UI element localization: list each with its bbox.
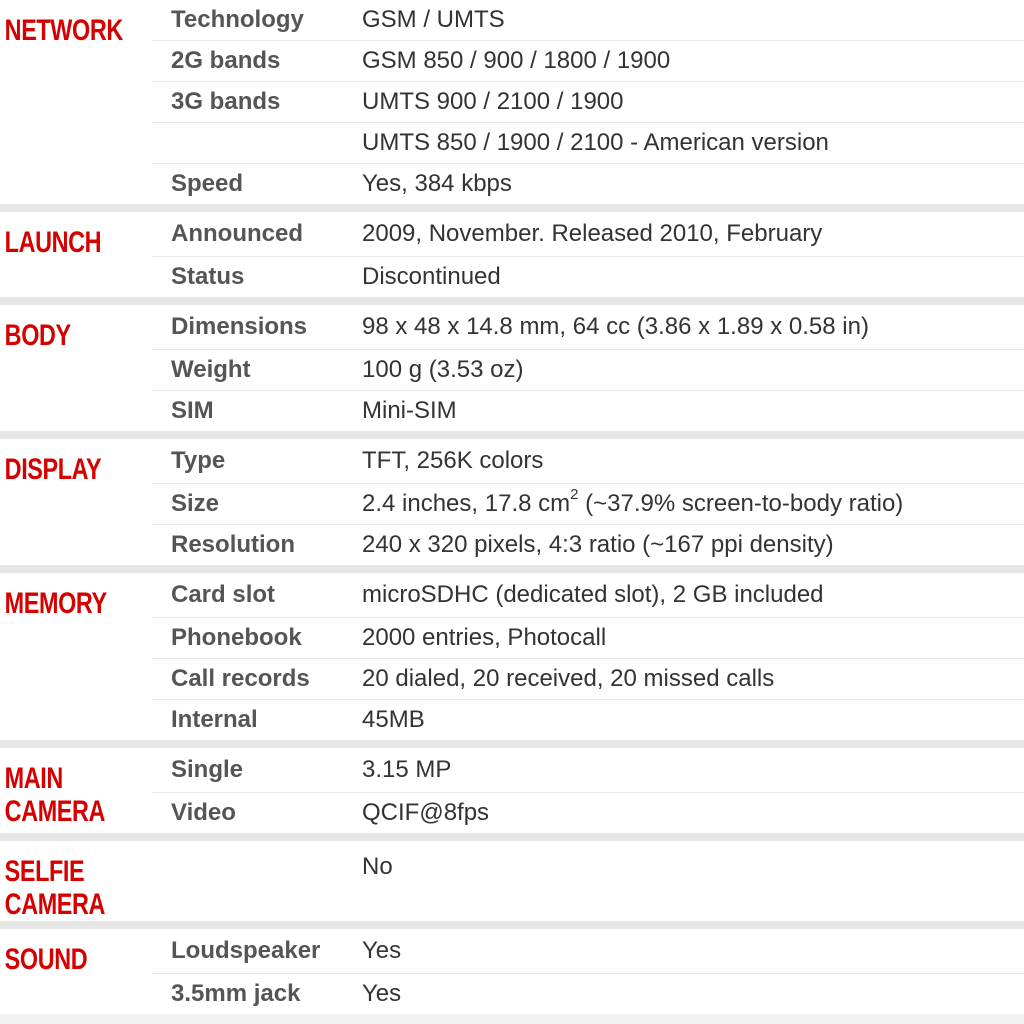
- spec-row: [152, 793, 1024, 833]
- spec-row: [152, 0, 1024, 41]
- spec-value-type: TFT, 256K colors: [362, 447, 544, 474]
- spec-label-loudspeaker[interactable]: Loudspeaker: [171, 937, 321, 964]
- section-title-launch: LAUNCH: [4, 226, 102, 259]
- spec-value-weight: 100 g (3.53 oz): [362, 356, 524, 383]
- spec-row: [152, 257, 1024, 297]
- section-title-body: BODY: [4, 319, 71, 352]
- spec-label-announced[interactable]: Announced: [171, 220, 303, 247]
- spec-value-sim: Mini-SIM: [362, 397, 457, 424]
- spec-row: [152, 212, 1024, 257]
- spec-row: [152, 841, 1024, 921]
- spec-value-size: [362, 486, 904, 518]
- section-title-main-camera: MAIN CAMERA: [4, 762, 106, 828]
- section-title-network: NETWORK: [4, 14, 123, 47]
- spec-row: [152, 484, 1024, 525]
- section-display: [0, 439, 1024, 573]
- spec-label-resolution[interactable]: Resolution: [171, 531, 295, 558]
- spec-row: [152, 748, 1024, 793]
- selfie-camera-rows: [152, 841, 1024, 921]
- spec-label-3-5mm-jack[interactable]: 3.5mm jack: [171, 980, 301, 1007]
- display-rows: [152, 439, 1024, 565]
- spec-value-speed: Yes, 384 kbps: [362, 170, 512, 197]
- section-title-selfie-camera: SELFIE CAMERA: [4, 855, 106, 921]
- spec-label-weight[interactable]: Weight: [171, 356, 251, 383]
- spec-value-status: Discontinued: [362, 263, 501, 290]
- section-memory: [0, 573, 1024, 748]
- spec-value-size-ratio: (~37.9% screen-to-body ratio): [578, 490, 904, 517]
- spec-label-call-records[interactable]: Call records: [171, 665, 310, 692]
- spec-value-2g-bands: GSM 850 / 900 / 1800 / 1900: [362, 47, 671, 74]
- main-camera-rows: [152, 748, 1024, 833]
- spec-value-selfie: No: [362, 853, 393, 880]
- sound-rows: [152, 929, 1024, 1014]
- spec-row: [152, 659, 1024, 700]
- spec-row: [152, 391, 1024, 431]
- spec-value-phonebook: 2000 entries, Photocall: [362, 624, 607, 651]
- spec-row: [152, 82, 1024, 123]
- spec-value-size-superscript: 2: [570, 486, 579, 503]
- spec-value-internal: 45MB: [362, 706, 425, 733]
- spec-row: [152, 439, 1024, 484]
- section-launch: [0, 212, 1024, 305]
- spec-row: [152, 974, 1024, 1014]
- spec-label-2g-bands[interactable]: 2G bands: [171, 47, 281, 74]
- spec-label-3g-bands[interactable]: 3G bands: [171, 88, 281, 115]
- section-body: [0, 305, 1024, 439]
- spec-row: [152, 525, 1024, 565]
- spec-label-status[interactable]: Status: [171, 263, 245, 290]
- section-title-display: DISPLAY: [4, 453, 102, 486]
- spec-label-internal[interactable]: Internal: [171, 706, 258, 733]
- spec-value-3g-bands-american: UMTS 850 / 1900 / 2100 - American version: [362, 129, 829, 156]
- spec-label-dimensions[interactable]: Dimensions: [171, 313, 308, 340]
- launch-rows: [152, 212, 1024, 297]
- spec-row: [152, 305, 1024, 350]
- spec-value-dimensions: 98 x 48 x 14.8 mm, 64 cc (3.86 x 1.89 x 0.58 in): [362, 313, 869, 340]
- section-network: [0, 0, 1024, 212]
- spec-row: [152, 164, 1024, 204]
- spec-value-call-records: 20 dialed, 20 received, 20 missed calls: [362, 665, 775, 692]
- network-rows: [152, 0, 1024, 204]
- spec-label-sim[interactable]: SIM: [171, 397, 214, 424]
- memory-rows: [152, 573, 1024, 740]
- spec-value-resolution: 240 x 320 pixels, 4:3 ratio (~167 ppi density): [362, 531, 834, 558]
- body-rows: [152, 305, 1024, 431]
- spec-label-card-slot[interactable]: Card slot: [171, 581, 276, 608]
- spec-value-single: 3.15 MP: [362, 756, 452, 783]
- spec-row: [152, 618, 1024, 659]
- section-selfie-camera: [0, 841, 1024, 929]
- spec-row: [152, 41, 1024, 82]
- spec-label-type[interactable]: Type: [171, 447, 226, 474]
- spec-row: [152, 929, 1024, 974]
- spec-label-technology[interactable]: Technology: [171, 6, 304, 33]
- spec-row: [152, 350, 1024, 391]
- spec-row: [152, 123, 1024, 164]
- spec-value-size-main: 2.4 inches, 17.8 cm: [362, 490, 571, 517]
- spec-value-3-5mm-jack: Yes: [362, 980, 402, 1007]
- section-title-sound: SOUND: [4, 943, 88, 976]
- spec-value-loudspeaker: Yes: [362, 937, 402, 964]
- spec-row: [152, 573, 1024, 618]
- spec-row: [152, 700, 1024, 740]
- spec-value-video: QCIF@8fps: [362, 799, 490, 826]
- spec-label-phonebook[interactable]: Phonebook: [171, 624, 302, 651]
- spec-label-single[interactable]: Single: [171, 756, 244, 783]
- spec-value-technology: GSM / UMTS: [362, 6, 505, 33]
- spec-value-announced: 2009, November. Released 2010, February: [362, 220, 823, 247]
- spec-value-card-slot: microSDHC (dedicated slot), 2 GB included: [362, 581, 824, 608]
- spec-label-video[interactable]: Video: [171, 799, 236, 826]
- spec-label-size[interactable]: Size: [171, 490, 220, 517]
- section-sound: [0, 929, 1024, 1014]
- spec-label-speed[interactable]: Speed: [171, 170, 244, 197]
- section-main-camera: [0, 748, 1024, 841]
- spec-value-3g-bands: UMTS 900 / 2100 / 1900: [362, 88, 624, 115]
- section-title-memory: MEMORY: [4, 587, 107, 620]
